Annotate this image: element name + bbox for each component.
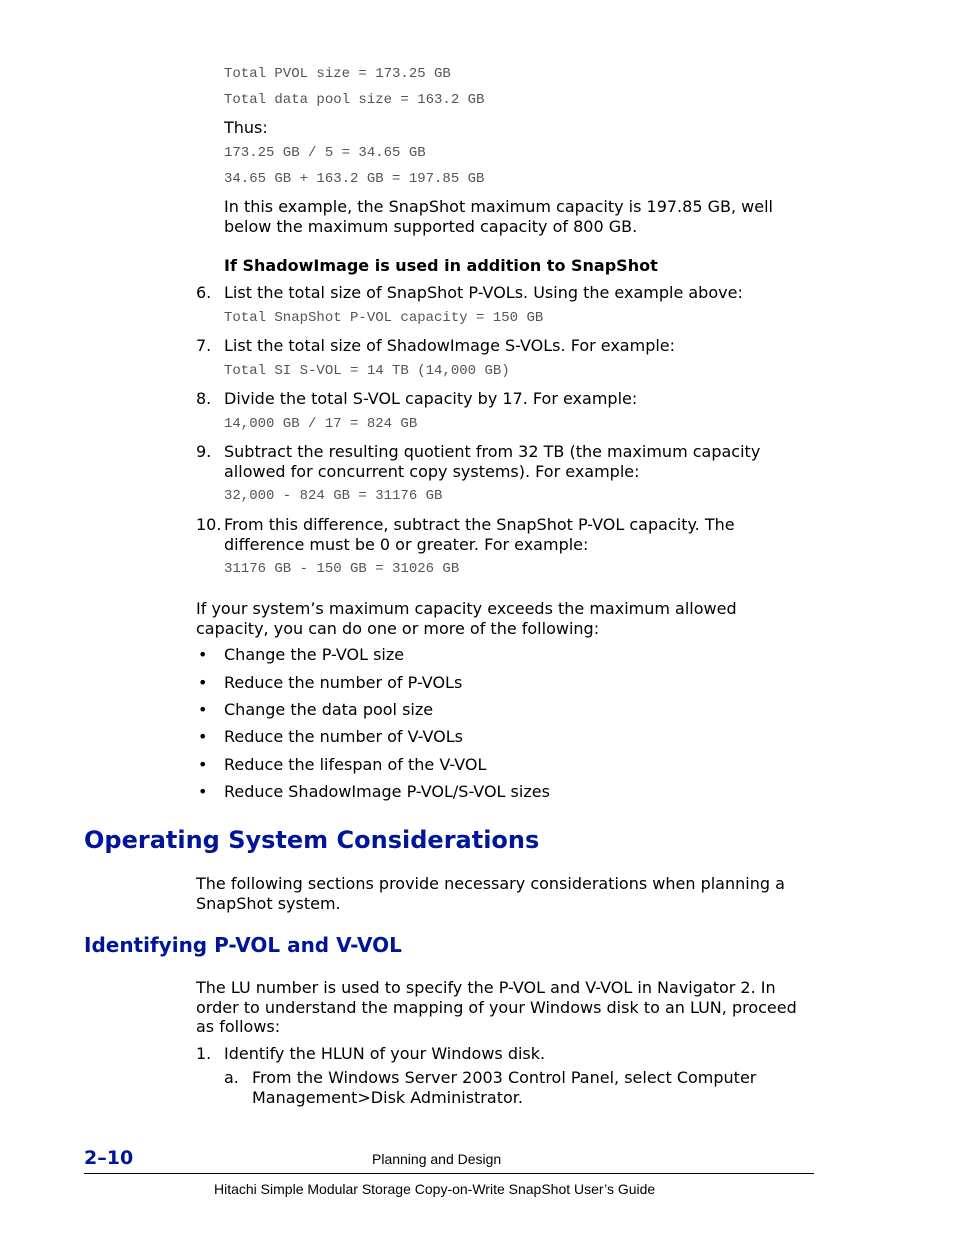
footer-section: Planning and Design (372, 1151, 502, 1167)
bullet-item: Change the data pool size (224, 700, 434, 719)
bullet: • (198, 673, 208, 692)
thus-label: Thus: (224, 118, 268, 137)
step-text: Subtract the resulting quotient from 32 TB (the maximum capacity allowed for concurrent copy systems). For example: (224, 442, 761, 481)
footer-rule (84, 1173, 814, 1174)
step-text: Divide the total S-VOL capacity by 17. For example: (224, 389, 638, 408)
step-code: 14,000 GB / 17 = 824 GB (224, 416, 418, 432)
calc-line: Total PVOL size = 173.25 GB (224, 66, 451, 82)
step-text: List the total size of ShadowImage S-VOLs. For example: (224, 336, 676, 355)
section-heading: Operating System Considerations (84, 826, 540, 854)
bullet: • (198, 782, 208, 801)
step-number: 10. (196, 515, 222, 534)
bullet: • (198, 755, 208, 774)
bullet: • (198, 727, 208, 746)
substep-text: From the Windows Server 2003 Control Panel, select Computer Management>Disk Administrator. (252, 1068, 757, 1107)
subsection-heading: Identifying P-VOL and V-VOL (84, 933, 402, 957)
exceeds-paragraph: If your system’s maximum capacity exceeds the maximum allowed capacity, you can do one or more of the following: (196, 599, 737, 638)
bullet-item: Reduce the number of P-VOLs (224, 673, 463, 692)
ident-paragraph: The LU number is used to specify the P-VOL and V-VOL in Navigator 2. In order to understand the mapping of your Windows disk to an LUN, proceed as follows: (196, 978, 797, 1036)
step-code: Total SnapShot P-VOL capacity = 150 GB (224, 310, 544, 326)
footer-book-title: Hitachi Simple Modular Storage Copy-on-Write SnapShot User’s Guide (214, 1181, 656, 1197)
step-text: Identify the HLUN of your Windows disk. (224, 1044, 546, 1063)
step-number: 6. (196, 283, 212, 302)
calc-line: 173.25 GB / 5 = 34.65 GB (224, 145, 426, 161)
step-number: 9. (196, 442, 212, 461)
step-code: 32,000 - 824 GB = 31176 GB (224, 488, 443, 504)
step-text: From this difference, subtract the SnapShot P-VOL capacity. The difference must be 0 or greater. For example: (224, 515, 735, 554)
shadowimage-subheading: If ShadowImage is used in addition to SnapShot (224, 256, 658, 275)
bullet: • (198, 645, 208, 664)
step-code: Total SI S-VOL = 14 TB (14,000 GB) (224, 363, 510, 379)
step-number: 1. (196, 1044, 212, 1063)
step-text: List the total size of SnapShot P-VOLs. Using the example above: (224, 283, 743, 302)
os-paragraph: The following sections provide necessary considerations when planning a SnapShot system. (196, 874, 785, 913)
calc-line: 34.65 GB + 163.2 GB = 197.85 GB (224, 171, 485, 187)
step-number: 8. (196, 389, 212, 408)
bullet: • (198, 700, 208, 719)
step-number: 7. (196, 336, 212, 355)
step-code: 31176 GB - 150 GB = 31026 GB (224, 561, 460, 577)
bullet-item: Reduce ShadowImage P-VOL/S-VOL sizes (224, 782, 550, 801)
bullet-item: Reduce the lifespan of the V-VOL (224, 755, 487, 774)
calc-line: Total data pool size = 163.2 GB (224, 92, 485, 108)
example-paragraph: In this example, the SnapShot maximum capacity is 197.85 GB, well below the maximum supported capacity of 800 GB. (224, 197, 773, 236)
page-number: 2–10 (84, 1147, 134, 1169)
bullet-item: Reduce the number of V-VOLs (224, 727, 463, 746)
bullet-item: Change the P-VOL size (224, 645, 405, 664)
substep-letter: a. (224, 1068, 239, 1087)
